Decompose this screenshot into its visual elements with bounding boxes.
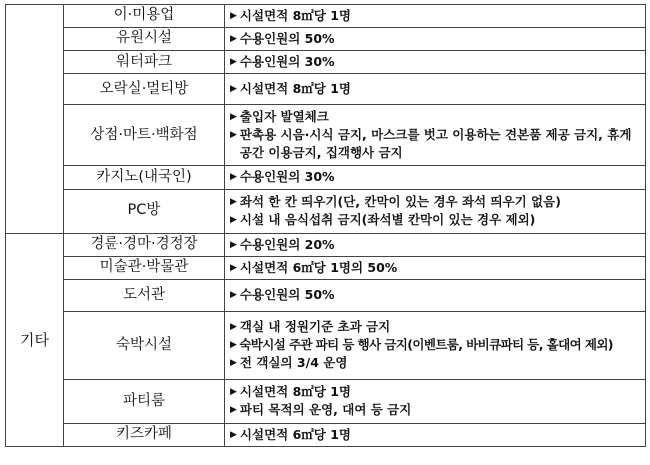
rules-cell — [225, 105, 646, 166]
facility-cell: 도서관 — [64, 279, 225, 311]
table-row — [6, 379, 646, 423]
rules-cell — [225, 189, 646, 233]
table-row — [6, 5, 646, 28]
bullet-icon: ▶ — [230, 290, 237, 301]
group-label: 기타 — [6, 233, 64, 446]
rule-item: ▶ 판촉용 시음·시식 금지, 마스크를 벗고 이용하는 견본품 제공 금지, 휴게공간 이용금지, 집객행사 금지 — [230, 127, 632, 161]
group-cell-empty — [6, 5, 64, 234]
facility-cell: 숙박시설 — [64, 311, 225, 379]
bullet-icon: ▶ — [230, 34, 237, 45]
rule-item: ▶ 수용인원의 50% — [230, 287, 335, 303]
facility-cell: 상점·마트·백화점 — [64, 105, 225, 166]
rule-item: ▶ 수용인원의 30% — [230, 54, 335, 70]
table-row — [6, 51, 646, 74]
bullet-icon: ▶ — [230, 112, 237, 123]
rule-item: ▶ 수용인원의 30% — [230, 169, 335, 185]
bullet-icon: ▶ — [230, 358, 237, 369]
facility-cell: 키즈카페 — [64, 423, 225, 446]
table-row — [6, 233, 646, 256]
table-row — [6, 311, 646, 379]
rules-cell — [225, 28, 646, 51]
rule-item: ▶ 시설면적 6㎡당 1명의 50% — [230, 259, 398, 275]
rule-item: ▶ 시설면적 6㎡당 1명 — [230, 426, 351, 442]
table-row — [6, 74, 646, 105]
rules-cell — [225, 256, 646, 279]
bullet-icon: ▶ — [230, 11, 237, 21]
bullet-icon: ▶ — [230, 405, 237, 416]
rule-item: ▶ 객실 내 정원기준 초과 금지 — [230, 319, 391, 335]
facility-cell: 유원시설 — [64, 28, 225, 51]
rules-cell — [225, 166, 646, 189]
rule-item: ▶ 전 객실의 3/4 운영 — [230, 355, 348, 371]
facility-cell: 카지노(내국인) — [64, 166, 225, 189]
facility-cell: 경륜·경마·경정장 — [64, 233, 225, 256]
bullet-icon: ▶ — [230, 84, 237, 95]
facility-cell: PC방 — [64, 189, 225, 233]
table-row — [6, 256, 646, 279]
rule-item: ▶ 수용인원의 20% — [230, 236, 335, 252]
rules-cell — [225, 74, 646, 105]
table-row — [6, 423, 646, 446]
facility-cell: 이·미용업 — [64, 5, 225, 28]
rule-item: ▶ 수용인원의 50% — [230, 31, 335, 47]
rule-item: ▶ 좌석 한 칸 띄우기(단, 칸막이 있는 경우 좌석 띄우기 없음) — [230, 193, 561, 209]
rules-cell — [225, 233, 646, 256]
bullet-icon: ▶ — [230, 387, 237, 398]
rules-cell — [225, 5, 646, 28]
bullet-icon: ▶ — [230, 57, 237, 68]
facility-cell: 파티룸 — [64, 379, 225, 423]
bullet-icon: ▶ — [230, 322, 237, 333]
rules-cell — [225, 51, 646, 74]
rule-item: ▶ 시설 내 음식섭취 금지(좌석별 칸막이 있는 경우 제외) — [230, 212, 536, 227]
bullet-icon: ▶ — [230, 239, 237, 250]
rule-item: ▶ 숙박시설 주관 파티 등 행사 금지(이벤트룸, 바비큐파티 등, 홀대여 제외) — [230, 337, 613, 353]
distancing-rules-table — [5, 4, 646, 447]
rules-cell — [225, 279, 646, 311]
rule-item: ▶ 시설면적 8㎡당 1명 — [230, 8, 351, 23]
rules-cell — [225, 423, 646, 446]
bullet-icon: ▶ — [230, 196, 237, 207]
rule-item: ▶ 시설면적 8㎡당 1명 — [230, 81, 351, 97]
rules-cell — [225, 379, 646, 423]
table-row — [6, 166, 646, 189]
rule-item: ▶ 시설면적 8㎡당 1명 — [230, 384, 351, 400]
rule-item: ▶ 파티 목적의 운영, 대여 등 금지 — [230, 402, 412, 418]
facility-cell: 오락실·멀티방 — [64, 74, 225, 105]
bullet-icon: ▶ — [230, 215, 237, 225]
bullet-icon: ▶ — [230, 130, 237, 141]
bullet-icon: ▶ — [230, 262, 237, 273]
rules-cell — [225, 311, 646, 379]
rule-item: ▶ 출입자 발열체크 — [230, 109, 329, 125]
bullet-icon: ▶ — [230, 172, 237, 183]
facility-cell: 미술관·박물관 — [64, 256, 225, 279]
table-row — [6, 105, 646, 166]
bullet-icon: ▶ — [230, 429, 237, 440]
table-row — [6, 28, 646, 51]
facility-cell: 워터파크 — [64, 51, 225, 74]
table-row — [6, 279, 646, 311]
bullet-icon: ▶ — [230, 340, 237, 351]
table-row — [6, 189, 646, 233]
